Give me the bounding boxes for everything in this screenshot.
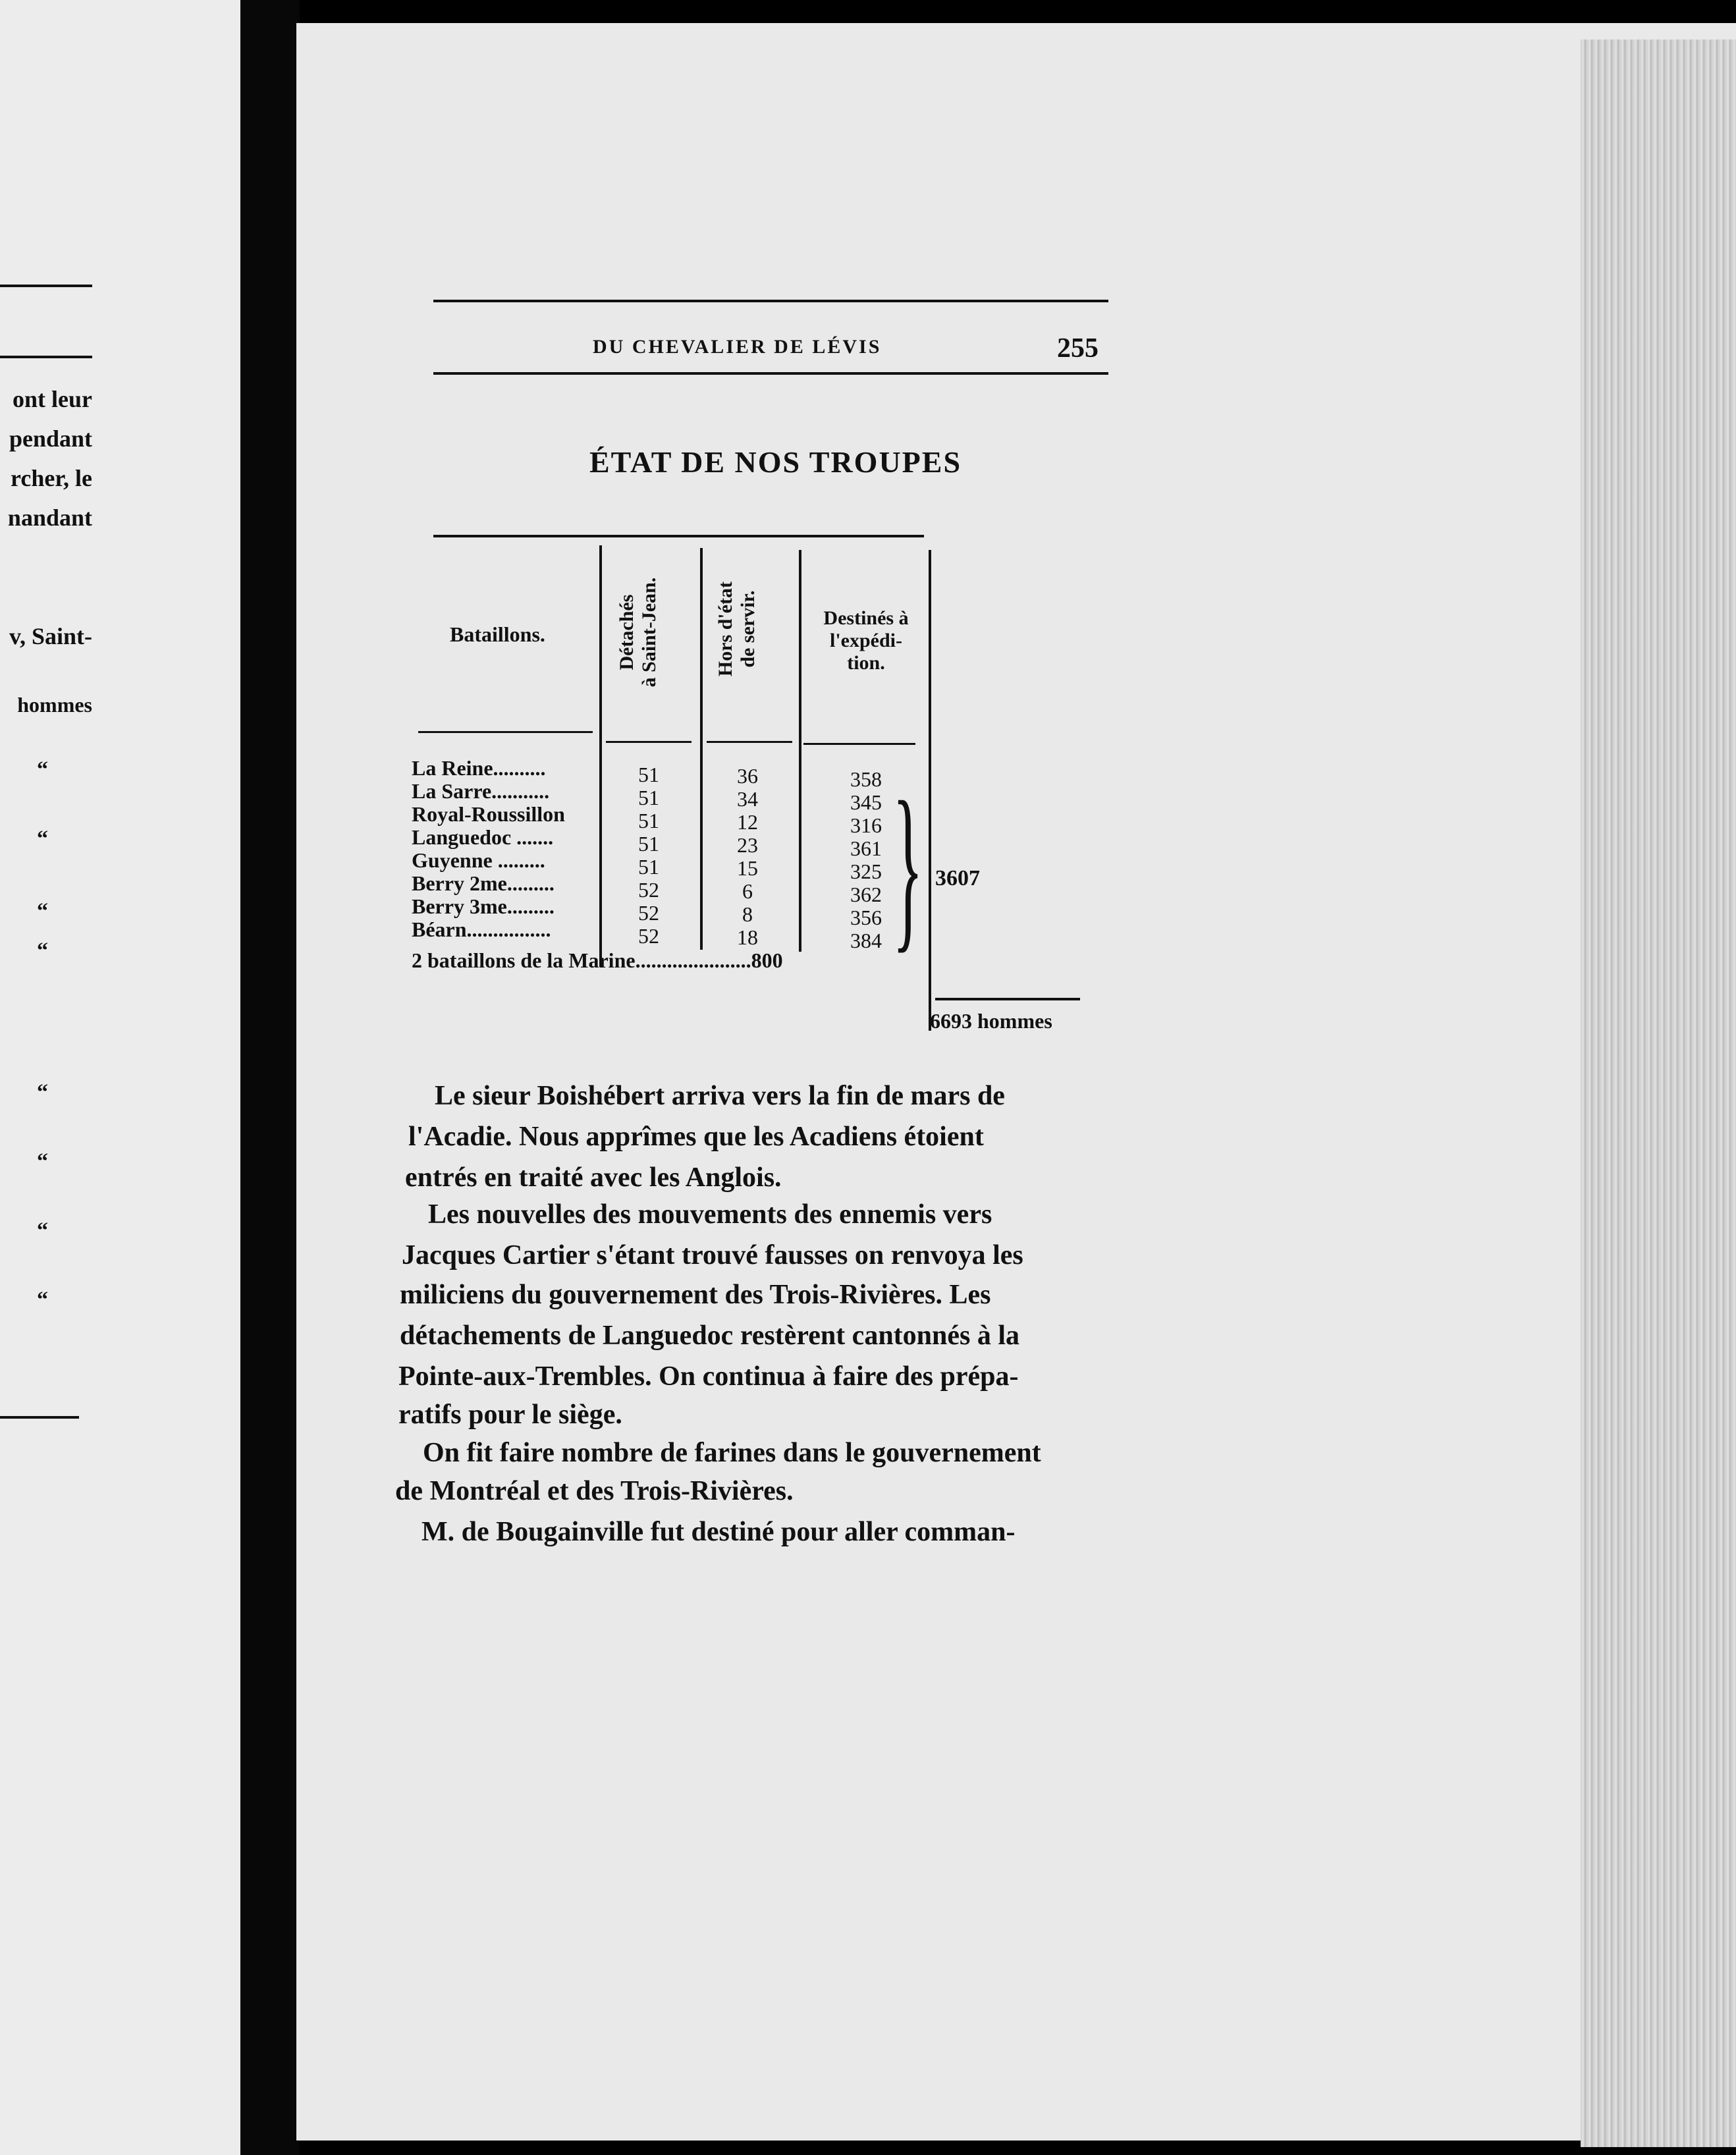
left-page-fragment: pendant (9, 425, 92, 452)
cell-detaches: 51 (638, 763, 659, 786)
body-line: Pointe-aux-Trembles. On continua à faire des prépa- (398, 1361, 1019, 1392)
table-column-divider (799, 550, 801, 952)
column-header-destines-text: Destinés à l'expédi- tion. (823, 607, 909, 674)
body-line: de Montréal et des Trois-Rivières. (395, 1476, 794, 1506)
cell-detaches: 51 (638, 786, 659, 809)
subtotal: 3607 (935, 866, 980, 890)
cell-destines: 362 (850, 883, 882, 906)
sum-brace: } (892, 763, 924, 968)
ditto-mark: “ (37, 939, 48, 963)
cell-hors: 6 (742, 879, 753, 903)
column-header-destines (807, 607, 925, 674)
header-underline (803, 743, 915, 745)
body-line: Jacques Cartier s'étant trouvé fausses on renvoya les (402, 1240, 1023, 1270)
header-underline (707, 741, 792, 743)
table-column-divider (700, 548, 703, 950)
ditto-mark: “ (37, 1080, 48, 1105)
grand-total: 6693 hommes (930, 1009, 1052, 1033)
left-page-fragment: nandant (7, 505, 92, 531)
column-header-hors-text: Hors d'état de servir. (715, 581, 759, 677)
cell-hors: 23 (737, 833, 758, 857)
left-page-fragment: hommes (17, 693, 92, 717)
cell-detaches: 52 (638, 924, 659, 948)
body-line: détachements de Languedoc restèrent cantonnés à la (400, 1321, 1020, 1351)
ditto-mark: “ (37, 899, 48, 923)
battalion-name: Béarn................ (412, 917, 551, 941)
table-right-border (929, 550, 931, 1031)
left-page (0, 0, 240, 2155)
body-line: miliciens du gouvernement des Trois-Rivières. Les (400, 1280, 991, 1310)
table-title: ÉTAT DE NOS TROUPES (589, 445, 962, 479)
table-top-rule (433, 535, 924, 537)
body-line: entrés en traité avec les Anglois. (405, 1162, 782, 1193)
cell-destines: 345 (850, 790, 882, 814)
header-underline (606, 741, 692, 743)
ditto-mark: “ (37, 1288, 48, 1312)
ditto-mark: “ (37, 1218, 48, 1243)
body-line: l'Acadie. Nous apprîmes que les Acadiens étoient (408, 1122, 984, 1152)
cell-detaches: 51 (638, 832, 659, 856)
left-page-rule (0, 356, 92, 358)
book-gutter (240, 0, 300, 2155)
cell-destines: 384 (850, 929, 882, 952)
battalion-name: Guyenne ......... (412, 848, 545, 872)
body-line: ratifs pour le siège. (398, 1400, 622, 1430)
cell-destines: 316 (850, 813, 882, 837)
header-rule-top (433, 300, 1108, 302)
cell-destines: 356 (850, 906, 882, 929)
left-page-fragment: ont leur (13, 386, 92, 412)
battalion-name: Royal-Roussillon (412, 802, 565, 826)
column-header-detaches-text: Détachés à Saint-Jean. (616, 577, 660, 688)
battalion-name: La Reine.......... (412, 756, 546, 780)
page-edges (1581, 40, 1736, 2147)
cell-hors: 34 (737, 787, 758, 811)
marine-row: 2 bataillons de la Marine......................800 (412, 948, 783, 972)
body-line: Le sieur Boishébert arriva vers la fin de mars de (435, 1081, 1005, 1111)
battalion-name: La Sarre........... (412, 779, 550, 803)
ditto-mark: “ (37, 827, 48, 851)
body-line: On fit faire nombre de farines dans le gouvernement (423, 1438, 1041, 1468)
header-underline (418, 731, 593, 733)
battalion-name: Languedoc ....... (412, 825, 554, 849)
cell-destines: 361 (850, 836, 882, 860)
cell-hors: 36 (737, 764, 758, 788)
cell-detaches: 52 (638, 878, 659, 902)
left-page-rule (0, 285, 92, 287)
column-header-bataillons: Bataillons. (450, 622, 545, 646)
running-title: DU CHEVALIER DE LÉVIS (593, 336, 882, 358)
total-rule (935, 998, 1080, 1000)
body-line: M. de Bougainville fut destiné pour aller comman- (421, 1517, 1016, 1547)
battalion-name: Berry 2me......... (412, 871, 555, 895)
cell-detaches: 51 (638, 855, 659, 879)
cell-hors: 15 (737, 856, 758, 880)
cell-hors: 18 (737, 925, 758, 949)
cell-hors: 8 (742, 902, 753, 926)
body-line: Les nouvelles des mouvements des ennemis vers (428, 1199, 992, 1230)
table-column-divider (599, 545, 602, 967)
left-page-fragment: rcher, le (11, 465, 92, 491)
cell-destines: 358 (850, 767, 882, 791)
column-header-hors (715, 563, 767, 695)
ditto-mark: “ (37, 1149, 48, 1174)
cell-detaches: 51 (638, 809, 659, 832)
column-header-detaches (616, 557, 668, 708)
ditto-mark: “ (37, 757, 48, 782)
header-rule-bottom (433, 372, 1108, 375)
left-page-rule (0, 1416, 79, 1419)
left-page-fragment: v, Saint- (9, 623, 92, 649)
battalion-name: Berry 3me......... (412, 894, 555, 918)
page-number: 255 (1057, 333, 1099, 364)
cell-hors: 12 (737, 810, 758, 834)
cell-destines: 325 (850, 859, 882, 883)
cell-detaches: 52 (638, 901, 659, 925)
